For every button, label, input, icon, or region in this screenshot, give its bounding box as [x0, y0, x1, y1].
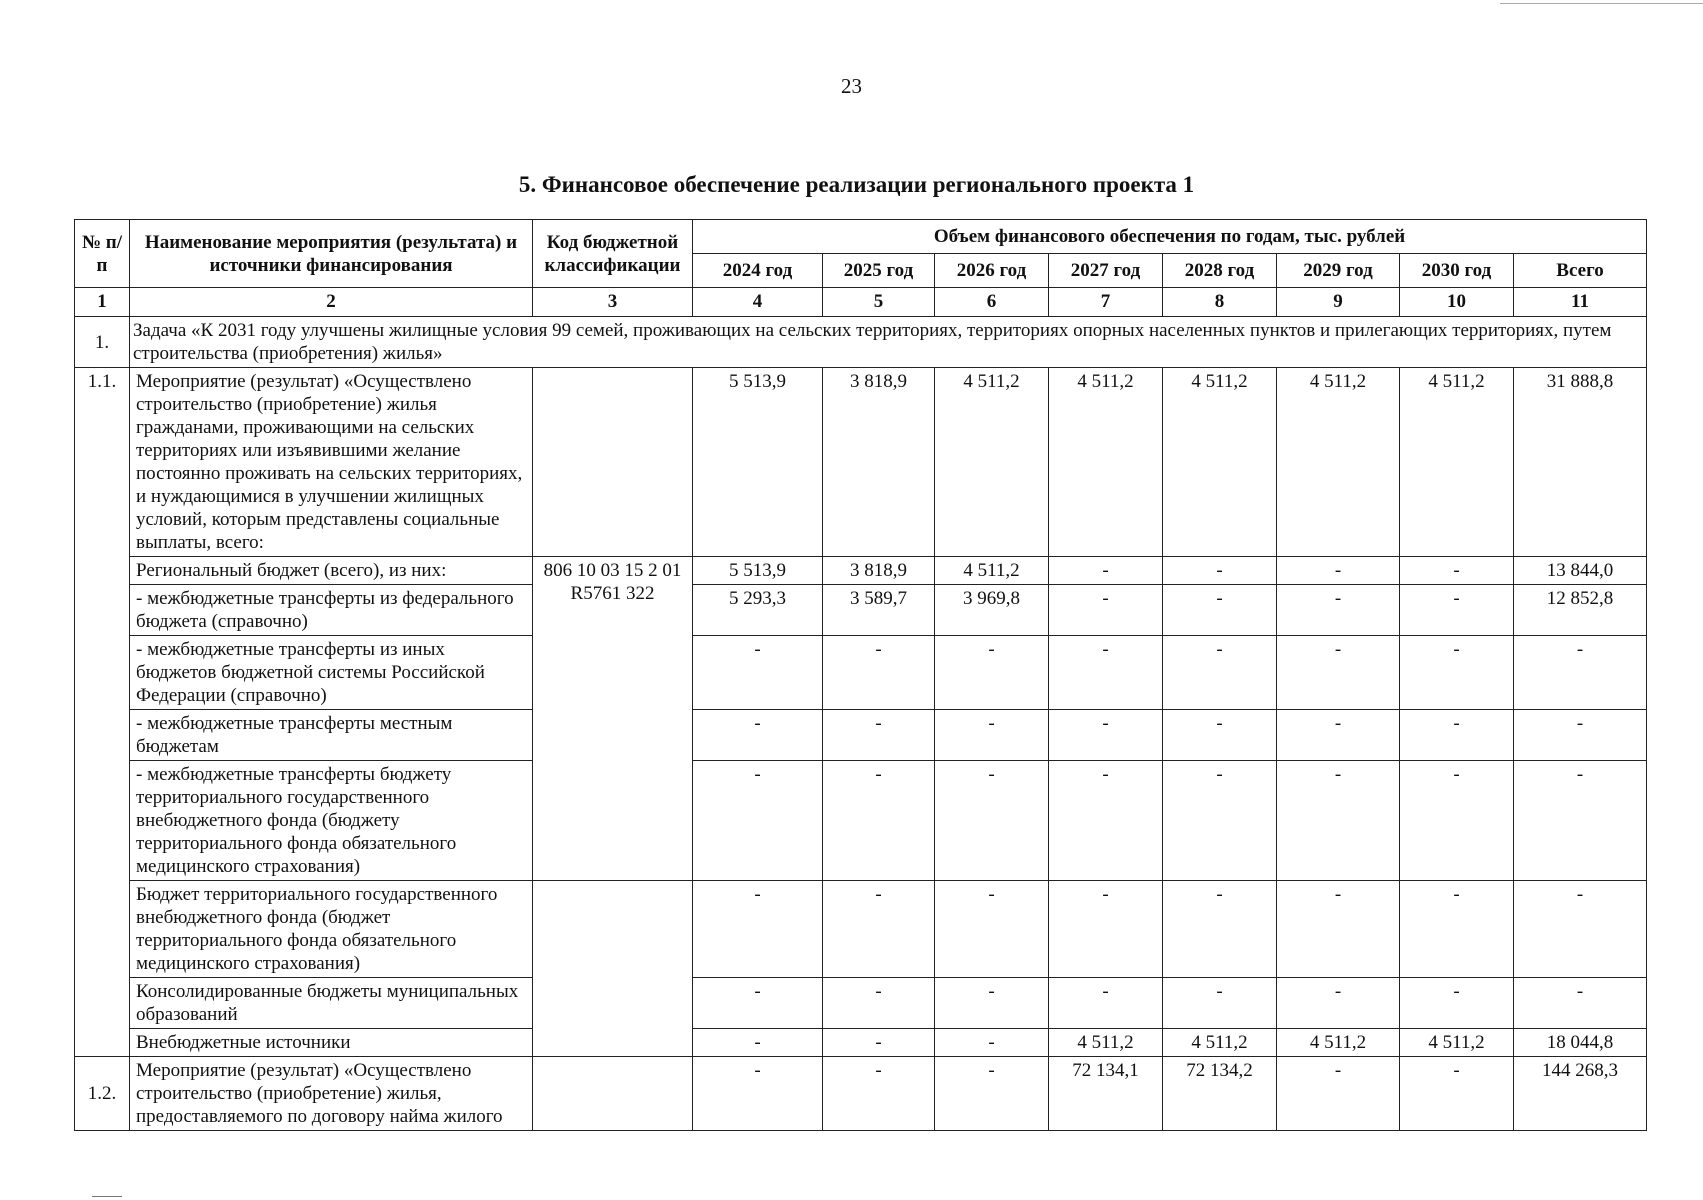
source-name: Консолидированные бюджеты муниципальных образований	[130, 978, 533, 1029]
value-cell: -	[823, 710, 935, 761]
source-row	[75, 978, 1647, 1029]
header-year: 2026 год	[935, 254, 1049, 288]
value-cell: -	[693, 881, 823, 978]
header-year: 2028 год	[1163, 254, 1277, 288]
value-cell: -	[823, 1057, 935, 1131]
value-cell: 4 511,2	[1163, 368, 1277, 557]
header-total: Всего	[1514, 254, 1647, 288]
value-cell: -	[1277, 978, 1400, 1029]
value-cell: -	[935, 710, 1049, 761]
header-year: 2027 год	[1049, 254, 1163, 288]
column-number: 5	[823, 288, 935, 317]
value-cell: -	[1514, 761, 1647, 881]
source-name: Бюджет территориального государственного внебюджетного фонда (бюджет территориального фонда обязательного медицинского страхования)	[130, 881, 533, 978]
value-cell: -	[1163, 761, 1277, 881]
measure-number: 1.1.	[75, 368, 130, 1057]
header-name: Наименование мероприятия (результата) и источники финансирования	[130, 220, 533, 288]
measure-number: 1.2.	[75, 1057, 130, 1131]
value-cell: 18 044,8	[1514, 1029, 1647, 1057]
source-name: - межбюджетные трансферты местным бюджетам	[130, 710, 533, 761]
value-cell: -	[1514, 881, 1647, 978]
source-row	[75, 761, 1647, 881]
value-cell: -	[935, 978, 1049, 1029]
value-cell: 5 513,9	[693, 557, 823, 585]
value-cell: -	[693, 1029, 823, 1057]
value-cell: -	[823, 1029, 935, 1057]
value-cell: 5 293,3	[693, 585, 823, 636]
value-cell: -	[1400, 710, 1514, 761]
source-row	[75, 557, 1647, 585]
column-number: 10	[1400, 288, 1514, 317]
source-row	[75, 1029, 1647, 1057]
header-volume: Объем финансового обеспечения по годам, тыс. рублей	[693, 220, 1647, 254]
value-cell: -	[1049, 761, 1163, 881]
financing-table	[74, 219, 1647, 1131]
value-cell: 3 818,9	[823, 368, 935, 557]
value-cell: -	[1400, 978, 1514, 1029]
measure-row	[75, 368, 1647, 557]
value-cell: -	[1049, 710, 1163, 761]
measure-code	[533, 1057, 693, 1131]
scan-artifact-line	[1500, 3, 1703, 4]
value-cell: -	[935, 636, 1049, 710]
value-cell: -	[693, 1057, 823, 1131]
value-cell: -	[1400, 557, 1514, 585]
value-cell: 4 511,2	[1163, 1029, 1277, 1057]
header-year: 2024 год	[693, 254, 823, 288]
source-row	[75, 585, 1647, 636]
value-cell: -	[1400, 585, 1514, 636]
value-cell: 144 268,3	[1514, 1057, 1647, 1131]
value-cell: -	[1277, 1057, 1400, 1131]
value-cell: -	[1277, 585, 1400, 636]
value-cell: -	[1049, 557, 1163, 585]
value-cell: -	[823, 881, 935, 978]
value-cell: -	[693, 761, 823, 881]
value-cell: 72 134,1	[1049, 1057, 1163, 1131]
value-cell: -	[823, 636, 935, 710]
value-cell: -	[1163, 636, 1277, 710]
value-cell: 4 511,2	[935, 557, 1049, 585]
source-name: Региональный бюджет (всего), из них:	[130, 557, 533, 585]
source-row	[75, 710, 1647, 761]
value-cell: -	[823, 978, 935, 1029]
measure-code	[533, 368, 693, 557]
value-cell: -	[1163, 585, 1277, 636]
value-cell: 31 888,8	[1514, 368, 1647, 557]
value-cell: -	[1277, 761, 1400, 881]
task-number: 1.	[75, 317, 130, 368]
value-cell: 4 511,2	[1049, 1029, 1163, 1057]
value-cell: 5 513,9	[693, 368, 823, 557]
value-cell: 4 511,2	[1400, 368, 1514, 557]
value-cell: -	[1163, 978, 1277, 1029]
value-cell: 4 511,2	[935, 368, 1049, 557]
value-cell: -	[935, 881, 1049, 978]
task-text: Задача «К 2031 году улучшены жилищные условия 99 семей, проживающих на сельских территориях, территориях опорных населенных пунктов и прилегающих территориях, путем строительства (приобретения) жилья»	[130, 317, 1647, 368]
header-year: 2029 год	[1277, 254, 1400, 288]
value-cell: 13 844,0	[1514, 557, 1647, 585]
value-cell: 72 134,2	[1163, 1057, 1277, 1131]
value-cell: 4 511,2	[1277, 368, 1400, 557]
value-cell: -	[1277, 636, 1400, 710]
column-number: 8	[1163, 288, 1277, 317]
source-row	[75, 636, 1647, 710]
task-row	[75, 317, 1647, 368]
source-name: - межбюджетные трансферты из федерального бюджета (справочно)	[130, 585, 533, 636]
value-cell: -	[1400, 881, 1514, 978]
budget-code: 806 10 03 15 2 01 R5761 322	[533, 557, 693, 881]
value-cell: -	[693, 636, 823, 710]
value-cell: -	[935, 1029, 1049, 1057]
header-no: № п/п	[75, 220, 130, 288]
header-code: Код бюджетной классификации	[533, 220, 693, 288]
value-cell: -	[935, 761, 1049, 881]
column-number: 6	[935, 288, 1049, 317]
value-cell: 3 589,7	[823, 585, 935, 636]
page-number: 23	[841, 74, 862, 98]
value-cell: -	[1514, 710, 1647, 761]
value-cell: -	[1163, 710, 1277, 761]
value-cell: -	[1049, 978, 1163, 1029]
value-cell: -	[1277, 557, 1400, 585]
value-cell: -	[1163, 557, 1277, 585]
column-number: 4	[693, 288, 823, 317]
value-cell: -	[1400, 761, 1514, 881]
value-cell: -	[1163, 881, 1277, 978]
value-cell: -	[1277, 881, 1400, 978]
column-number: 2	[130, 288, 533, 317]
value-cell: -	[693, 710, 823, 761]
value-cell: -	[1514, 978, 1647, 1029]
value-cell: -	[1277, 710, 1400, 761]
value-cell: 4 511,2	[1277, 1029, 1400, 1057]
source-name: - межбюджетные трансферты бюджету территориального государственного внебюджетного фонда (бюджету территориального фонда обязательного медицинского страхования)	[130, 761, 533, 881]
value-cell: -	[1049, 585, 1163, 636]
column-number: 1	[75, 288, 130, 317]
measure-name: Мероприятие (результат) «Осуществлено строительство (приобретение) жилья, предоставляемого по договору найма жилого	[130, 1057, 533, 1131]
source-row	[75, 881, 1647, 978]
column-number: 11	[1514, 288, 1647, 317]
scan-artifact-line	[92, 1196, 122, 1197]
measure-row	[75, 1057, 1647, 1131]
column-number-row	[75, 288, 1647, 317]
value-cell: -	[1400, 1057, 1514, 1131]
value-cell: -	[1049, 636, 1163, 710]
source-name: - межбюджетные трансферты из иных бюджетов бюджетной системы Российской Федерации (справочно)	[130, 636, 533, 710]
source-name: Внебюджетные источники	[130, 1029, 533, 1057]
value-cell: -	[935, 1057, 1049, 1131]
value-cell: 12 852,8	[1514, 585, 1647, 636]
value-cell: 4 511,2	[1400, 1029, 1514, 1057]
value-cell: 3 969,8	[935, 585, 1049, 636]
value-cell: -	[693, 978, 823, 1029]
measure-name: Мероприятие (результат) «Осуществлено строительство (приобретение) жилья гражданами, проживающими на сельских территориях или изъявившими желание постоянно проживать на сельских территориях, и нуждающимися в улучшении жилищных условий, которым представлены социальные выплаты, всего:	[130, 368, 533, 557]
column-number: 7	[1049, 288, 1163, 317]
value-cell: -	[1400, 636, 1514, 710]
section-title: 5. Финансовое обеспечение реализации регионального проекта 1	[518, 172, 1195, 197]
header-year: 2025 год	[823, 254, 935, 288]
value-cell: 4 511,2	[1049, 368, 1163, 557]
value-cell: -	[1514, 636, 1647, 710]
header-year: 2030 год	[1400, 254, 1514, 288]
value-cell: -	[823, 761, 935, 881]
value-cell: 3 818,9	[823, 557, 935, 585]
column-number: 9	[1277, 288, 1400, 317]
column-number: 3	[533, 288, 693, 317]
budget-code-empty	[533, 881, 693, 1057]
value-cell: -	[1049, 881, 1163, 978]
